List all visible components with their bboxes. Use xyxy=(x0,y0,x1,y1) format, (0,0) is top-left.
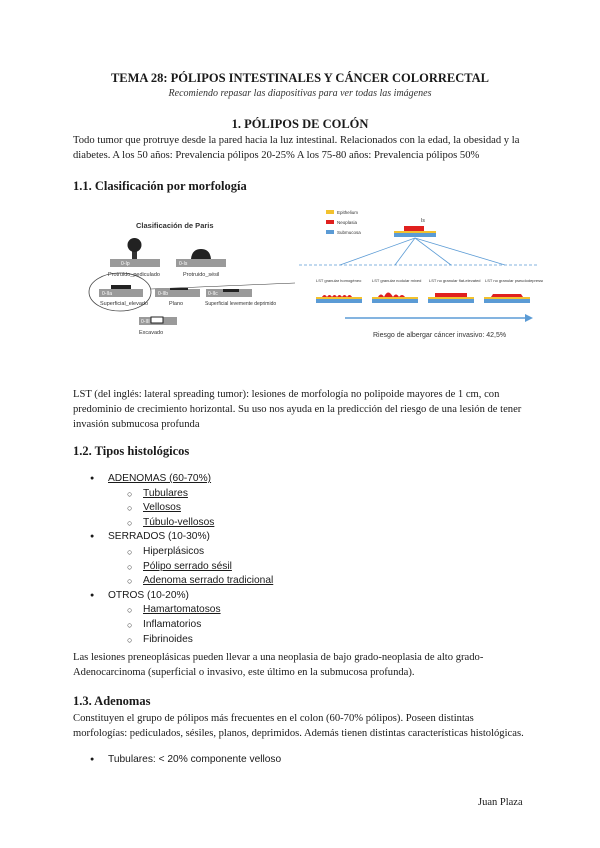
label-pediculado: Protruido_pediculado xyxy=(108,272,160,278)
label-excavado: Excavado xyxy=(139,330,164,336)
label-0-ip: 0-Ip xyxy=(121,261,130,267)
list-item-polipo-serrado: ○ Pólipo serrado sésil xyxy=(73,560,528,575)
morphology-diagram xyxy=(73,205,543,345)
polyp-0-iii xyxy=(139,317,177,336)
document-subtitle: Recomiendo repasar las diapositivas para ver todas las imágenes xyxy=(168,88,432,99)
section-1-paragraph: Todo tumor que protruye desde la pared hacia la luz intestinal. Relacionados con la edad, la obesidad y la diabetes. A los 50 años: Prevalencia pólipos 20-25% A los 75-80 años: Prevalencia pólipos 50% xyxy=(73,135,520,161)
morphology-figure xyxy=(73,205,543,345)
subsection-1-1-heading: 1.1. Clasificación por morfología xyxy=(73,179,247,193)
label-sesil: Protruido_sésil xyxy=(183,272,220,278)
list-item-vellosos: ○ Vellosos xyxy=(73,501,528,516)
label-0-iia: 0-IIa xyxy=(102,291,113,297)
label-is: Is xyxy=(421,218,425,224)
legend-epithelium: Epithelium xyxy=(337,210,359,215)
adenoma-paragraph: Constituyen el grupo de pólipos más frecuentes en el colon (60-70% pólipos). Poseen distintas morfologías: pediculados, sésiles, planos, deprimidos. Además tienen distintas características histológicas. xyxy=(73,713,524,739)
adenoma-list xyxy=(73,753,528,768)
footer-author: Juan Plaza xyxy=(478,797,523,808)
label-lst-3: LST no granular flat-elevated xyxy=(429,278,481,283)
lst-panel xyxy=(299,210,543,339)
risk-text: Riesgo de albergar cáncer invasivo: 42,5% xyxy=(373,332,507,339)
list-item-adenomas: ● ADENOMAS (60-70%) xyxy=(73,472,528,487)
label-0-is: 0-Is xyxy=(179,261,188,267)
list-item-tubulares: ○ Tubulares xyxy=(73,487,528,502)
document-title: TEMA 28: PÓLIPOS INTESTINALES Y CÁNCER COLORRECTAL xyxy=(110,71,490,85)
list-item-otros: ● OTROS (10-20%) xyxy=(73,589,528,604)
subsection-1-2-heading: 1.2. Tipos histológicos xyxy=(73,444,190,458)
label-0-iib: 0-IIb xyxy=(158,291,169,297)
lst-paragraph: LST (del inglés: lateral spreading tumor): lesiones de morfología no polipoide mayores de 1 cm, con predominio de crecimiento horizontal. Su uso nos ayuda en la predicción del riesgo de una lesión de tener invasión submucosa profunda xyxy=(73,389,522,430)
list-item-adenoma-serrado: ○ Adenoma serrado tradicional xyxy=(73,574,528,589)
list-item-tubulo-vellosos: ○ Túbulo-vellosos xyxy=(73,516,528,531)
polyp-0-ip xyxy=(108,238,160,278)
lesions-paragraph: Las lesiones preneoplásicas pueden llevar a una neoplasia de bajo grado-neoplasia de alto grado-Adenocarcinoma (superficial o invasivo, este último en la submucosa profunda). xyxy=(73,652,484,678)
subsection-1-3-heading: 1.3. Adenomas xyxy=(73,694,151,708)
polyp-0-iia xyxy=(89,273,151,311)
label-lst-4: LST no granular pseudodepressed xyxy=(485,278,543,283)
connector-line xyxy=(151,283,295,289)
legend-submucosa: Submucosa xyxy=(337,230,361,235)
polyp-0-iib xyxy=(155,288,200,307)
list-item-tubulares-detail: ● Tubulares: < 20% componente velloso xyxy=(73,753,528,768)
label-elevado: Superficial_elevado xyxy=(100,301,149,307)
polyp-0-iic xyxy=(205,289,276,307)
label-plano: Plano xyxy=(169,301,184,307)
list-item-fibrinoides: ○ Fibrinoides xyxy=(73,633,528,648)
histology-list xyxy=(73,472,528,647)
label-0-iic: 0-IIc xyxy=(208,291,218,297)
polyp-0-is xyxy=(176,249,226,278)
label-lst-2: LST granular nodular mixed xyxy=(372,278,422,283)
list-item-hiperplasicos: ○ Hiperplásicos xyxy=(73,545,528,560)
list-item-inflamatorios: ○ Inflamatorios xyxy=(73,618,528,633)
label-deprimido: Superficial levemente deprimido xyxy=(205,301,277,307)
list-item-hamartomatosos: ○ Hamartomatosos xyxy=(73,603,528,618)
label-0-iii: 0-III xyxy=(141,319,150,325)
label-lst-1: LST granular homogéneo xyxy=(316,278,362,283)
legend-neoplasia: Neoplasia xyxy=(337,220,358,225)
paris-title: Clasificación de Paris xyxy=(136,221,214,230)
section-1-heading: 1. PÓLIPOS DE COLÓN xyxy=(231,117,369,131)
list-item-serrados: ● SERRADOS (10-30%) xyxy=(73,530,528,545)
